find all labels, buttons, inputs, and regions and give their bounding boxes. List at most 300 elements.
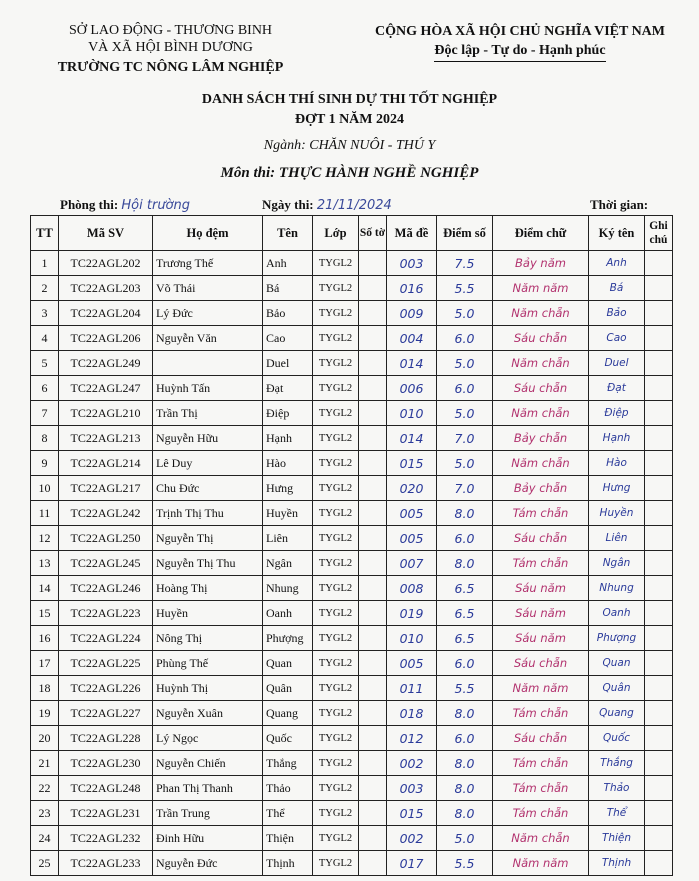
table-row: [31, 351, 673, 376]
notes-cell: [645, 451, 673, 476]
student-id-cell: TC22AGL233: [59, 851, 153, 876]
score-cell: 5.0: [437, 826, 493, 851]
table-row: [31, 726, 673, 751]
score-cell: 6.0: [437, 726, 493, 751]
table-row: [31, 676, 673, 701]
score-words-cell: Tám chẵn: [493, 701, 589, 726]
signature-cell: Anh: [589, 251, 645, 276]
exam-code-cell: 010: [387, 401, 437, 426]
row-number: 25: [31, 851, 59, 876]
school-name: TRƯỜNG TC NÔNG LÂM NGHIỆP: [57, 60, 284, 75]
table-row: [31, 301, 673, 326]
notes-cell: [645, 851, 673, 876]
name-cell: Thắng: [263, 751, 313, 776]
surname-cell: Trịnh Thị Thu: [153, 501, 263, 526]
surname-cell: [153, 351, 263, 376]
class-cell: TYGL2: [313, 701, 359, 726]
surname-cell: Lê Duy: [153, 451, 263, 476]
surname-cell: Trương Thế: [153, 251, 263, 276]
exam-code-cell: 005: [387, 501, 437, 526]
score-cell: 8.0: [437, 751, 493, 776]
score-words-cell: Sáu năm: [493, 601, 589, 626]
table-row: [31, 801, 673, 826]
name-cell: Bảo: [263, 301, 313, 326]
class-cell: TYGL2: [313, 301, 359, 326]
row-number: 12: [31, 526, 59, 551]
name-cell: Nhung: [263, 576, 313, 601]
class-cell: TYGL2: [313, 451, 359, 476]
surname-cell: Hoàng Thị: [153, 576, 263, 601]
score-cell: 6.5: [437, 601, 493, 626]
sheets-cell: [359, 576, 387, 601]
notes-cell: [645, 801, 673, 826]
score-words-cell: Năm năm: [493, 676, 589, 701]
table-header-row: [31, 216, 673, 251]
score-cell: 6.5: [437, 576, 493, 601]
notes-cell: [645, 376, 673, 401]
exam-code-cell: 004: [387, 326, 437, 351]
row-number: 16: [31, 626, 59, 651]
surname-cell: Phùng Thế: [153, 651, 263, 676]
name-cell: Hào: [263, 451, 313, 476]
room-label: Phòng thi:: [60, 197, 119, 212]
document-title: DANH SÁCH THÍ SINH DỰ THI TỐT NGHIỆP: [201, 92, 498, 107]
class-cell: TYGL2: [313, 251, 359, 276]
sheets-cell: [359, 626, 387, 651]
sheets-cell: [359, 826, 387, 851]
time-label: Thời gian:: [590, 197, 649, 212]
exam-code-cell: 007: [387, 551, 437, 576]
notes-cell: [645, 276, 673, 301]
exam-code-cell: 009: [387, 301, 437, 326]
class-cell: TYGL2: [313, 726, 359, 751]
score-cell: 7.0: [437, 476, 493, 501]
student-id-cell: TC22AGL214: [59, 451, 153, 476]
candidate-table: [30, 215, 673, 876]
table-row: [31, 851, 673, 876]
class-cell: TYGL2: [313, 626, 359, 651]
col-header-score: Điểm số: [437, 216, 493, 251]
table-row: [31, 401, 673, 426]
class-cell: TYGL2: [313, 526, 359, 551]
signature-cell: Huyền: [589, 501, 645, 526]
surname-cell: Lý Đức: [153, 301, 263, 326]
student-id-cell: TC22AGL246: [59, 576, 153, 601]
row-number: 23: [31, 801, 59, 826]
table-row: [31, 276, 673, 301]
class-cell: TYGL2: [313, 601, 359, 626]
score-words-cell: Năm năm: [493, 276, 589, 301]
col-header-notes: Ghi chú: [645, 216, 673, 251]
table-row: [31, 376, 673, 401]
sheets-cell: [359, 351, 387, 376]
room-value: Hội trường: [121, 198, 191, 213]
sheets-cell: [359, 401, 387, 426]
score-cell: 5.0: [437, 351, 493, 376]
student-id-cell: TC22AGL224: [59, 626, 153, 651]
name-cell: Quang: [263, 701, 313, 726]
date-label: Ngày thi:: [262, 197, 314, 212]
name-cell: Hạnh: [263, 426, 313, 451]
name-cell: Ngân: [263, 551, 313, 576]
major-line: Ngành: CHĂN NUÔI - THÚ Y: [263, 138, 436, 153]
score-words-cell: Tám chẵn: [493, 551, 589, 576]
student-id-cell: TC22AGL228: [59, 726, 153, 751]
surname-cell: Nguyễn Hữu: [153, 426, 263, 451]
org-line1: SỞ LAO ĐỘNG - THƯƠNG BINH: [68, 23, 273, 38]
name-cell: Quốc: [263, 726, 313, 751]
score-cell: 7.5: [437, 251, 493, 276]
score-words-cell: Tám chẵn: [493, 751, 589, 776]
col-header-tt: TT: [31, 216, 59, 251]
score-cell: 8.0: [437, 801, 493, 826]
student-id-cell: TC22AGL204: [59, 301, 153, 326]
class-cell: TYGL2: [313, 351, 359, 376]
student-id-cell: TC22AGL203: [59, 276, 153, 301]
notes-cell: [645, 626, 673, 651]
signature-cell: Hưng: [589, 476, 645, 501]
room-field: [60, 197, 190, 213]
signature-cell: Thiện: [589, 826, 645, 851]
col-header-signature: Ký tên: [589, 216, 645, 251]
score-words-cell: Sáu năm: [493, 576, 589, 601]
row-number: 5: [31, 351, 59, 376]
notes-cell: [645, 576, 673, 601]
sheets-cell: [359, 251, 387, 276]
score-cell: 8.0: [437, 551, 493, 576]
notes-cell: [645, 351, 673, 376]
surname-cell: Nguyễn Thị: [153, 526, 263, 551]
signature-cell: Thảo: [589, 776, 645, 801]
exam-code-cell: 005: [387, 651, 437, 676]
table-row: [31, 451, 673, 476]
exam-code-cell: 005: [387, 526, 437, 551]
row-number: 24: [31, 826, 59, 851]
score-words-cell: Năm chẵn: [493, 401, 589, 426]
surname-cell: Phan Thị Thanh: [153, 776, 263, 801]
sheets-cell: [359, 851, 387, 876]
exam-code-cell: 016: [387, 276, 437, 301]
table-row: [31, 751, 673, 776]
score-cell: 5.0: [437, 401, 493, 426]
row-number: 15: [31, 601, 59, 626]
signature-cell: Quân: [589, 676, 645, 701]
signature-cell: Quan: [589, 651, 645, 676]
date-field: [262, 197, 392, 213]
col-header-score-words: Điểm chữ: [493, 216, 589, 251]
student-id-cell: TC22AGL202: [59, 251, 153, 276]
row-number: 18: [31, 676, 59, 701]
student-id-cell: TC22AGL227: [59, 701, 153, 726]
score-cell: 8.0: [437, 701, 493, 726]
sheets-cell: [359, 476, 387, 501]
student-id-cell: TC22AGL217: [59, 476, 153, 501]
student-id-cell: TC22AGL250: [59, 526, 153, 551]
name-cell: Thịnh: [263, 851, 313, 876]
col-header-exam-code: Mã đề: [387, 216, 437, 251]
sheets-cell: [359, 801, 387, 826]
sheets-cell: [359, 501, 387, 526]
exam-code-cell: 017: [387, 851, 437, 876]
score-words-cell: Bảy chẵn: [493, 426, 589, 451]
student-id-cell: TC22AGL249: [59, 351, 153, 376]
exam-code-cell: 002: [387, 826, 437, 851]
sheets-cell: [359, 376, 387, 401]
col-header-sheets: Số tờ: [359, 216, 387, 251]
score-cell: 5.0: [437, 301, 493, 326]
row-number: 3: [31, 301, 59, 326]
surname-cell: Nguyễn Xuân: [153, 701, 263, 726]
row-number: 22: [31, 776, 59, 801]
student-id-cell: TC22AGL206: [59, 326, 153, 351]
score-cell: 8.0: [437, 776, 493, 801]
table-row: [31, 501, 673, 526]
sheets-cell: [359, 676, 387, 701]
student-id-cell: TC22AGL210: [59, 401, 153, 426]
sheets-cell: [359, 526, 387, 551]
table-row: [31, 326, 673, 351]
col-header-name: Tên: [263, 216, 313, 251]
name-cell: Bá: [263, 276, 313, 301]
sheets-cell: [359, 326, 387, 351]
signature-cell: Hào: [589, 451, 645, 476]
exam-code-cell: 003: [387, 776, 437, 801]
signature-cell: Thể: [589, 801, 645, 826]
score-cell: 5.0: [437, 451, 493, 476]
name-cell: Huyền: [263, 501, 313, 526]
name-cell: Quân: [263, 676, 313, 701]
table-row: [31, 626, 673, 651]
row-number: 2: [31, 276, 59, 301]
exam-code-cell: 014: [387, 351, 437, 376]
score-words-cell: Tám chẵn: [493, 501, 589, 526]
date-value: 21/11/2024: [316, 198, 392, 213]
score-words-cell: Năm chẵn: [493, 826, 589, 851]
notes-cell: [645, 501, 673, 526]
surname-cell: Huỳnh Tấn: [153, 376, 263, 401]
table-row: [31, 701, 673, 726]
notes-cell: [645, 301, 673, 326]
signature-cell: Thắng: [589, 751, 645, 776]
notes-cell: [645, 251, 673, 276]
sheets-cell: [359, 276, 387, 301]
row-number: 4: [31, 326, 59, 351]
student-id-cell: TC22AGL225: [59, 651, 153, 676]
row-number: 8: [31, 426, 59, 451]
score-cell: 6.0: [437, 326, 493, 351]
exam-code-cell: 010: [387, 626, 437, 651]
sheets-cell: [359, 426, 387, 451]
class-cell: TYGL2: [313, 401, 359, 426]
row-number: 10: [31, 476, 59, 501]
signature-cell: Điệp: [589, 401, 645, 426]
motto: Độc lập - Tự do - Hạnh phúc: [434, 41, 605, 62]
student-id-cell: TC22AGL248: [59, 776, 153, 801]
score-words-cell: Năm chẵn: [493, 351, 589, 376]
name-cell: Anh: [263, 251, 313, 276]
name-cell: Thể: [263, 801, 313, 826]
subject-line: Môn thi: THỰC HÀNH NGHỀ NGHIỆP: [220, 165, 479, 181]
name-cell: Duel: [263, 351, 313, 376]
surname-cell: Trần Thị: [153, 401, 263, 426]
class-cell: TYGL2: [313, 776, 359, 801]
notes-cell: [645, 326, 673, 351]
exam-code-cell: 015: [387, 801, 437, 826]
name-cell: Thảo: [263, 776, 313, 801]
surname-cell: Huỳnh Thị: [153, 676, 263, 701]
sheets-cell: [359, 551, 387, 576]
national-header: [360, 22, 680, 62]
name-cell: Cao: [263, 326, 313, 351]
class-cell: TYGL2: [313, 851, 359, 876]
surname-cell: Trần Trung: [153, 801, 263, 826]
score-words-cell: Bảy năm: [493, 251, 589, 276]
score-cell: 6.0: [437, 376, 493, 401]
notes-cell: [645, 651, 673, 676]
score-words-cell: Năm chẵn: [493, 451, 589, 476]
table-row: [31, 651, 673, 676]
row-number: 14: [31, 576, 59, 601]
name-cell: Oanh: [263, 601, 313, 626]
row-number: 6: [31, 376, 59, 401]
sheets-cell: [359, 776, 387, 801]
signature-cell: Bá: [589, 276, 645, 301]
score-words-cell: Tám chẵn: [493, 801, 589, 826]
signature-cell: Đạt: [589, 376, 645, 401]
class-cell: TYGL2: [313, 476, 359, 501]
sheets-cell: [359, 751, 387, 776]
class-cell: TYGL2: [313, 426, 359, 451]
name-cell: Phượng: [263, 626, 313, 651]
notes-cell: [645, 526, 673, 551]
class-cell: TYGL2: [313, 676, 359, 701]
student-id-cell: TC22AGL245: [59, 551, 153, 576]
sheets-cell: [359, 301, 387, 326]
exam-code-cell: 018: [387, 701, 437, 726]
sheets-cell: [359, 651, 387, 676]
row-number: 20: [31, 726, 59, 751]
exam-code-cell: 011: [387, 676, 437, 701]
score-words-cell: Tám chẵn: [493, 776, 589, 801]
signature-cell: Quốc: [589, 726, 645, 751]
student-id-cell: TC22AGL226: [59, 676, 153, 701]
score-words-cell: Năm năm: [493, 851, 589, 876]
class-cell: TYGL2: [313, 801, 359, 826]
student-id-cell: TC22AGL247: [59, 376, 153, 401]
score-cell: 6.0: [437, 526, 493, 551]
signature-cell: Hạnh: [589, 426, 645, 451]
table-row: [31, 476, 673, 501]
name-cell: Điệp: [263, 401, 313, 426]
surname-cell: Nguyễn Chiến: [153, 751, 263, 776]
class-cell: TYGL2: [313, 501, 359, 526]
table-row: [31, 426, 673, 451]
row-number: 9: [31, 451, 59, 476]
score-cell: 5.5: [437, 276, 493, 301]
notes-cell: [645, 401, 673, 426]
notes-cell: [645, 551, 673, 576]
notes-cell: [645, 826, 673, 851]
signature-cell: Thịnh: [589, 851, 645, 876]
col-header-class: Lớp: [313, 216, 359, 251]
score-words-cell: Bảy chẵn: [493, 476, 589, 501]
sheets-cell: [359, 726, 387, 751]
exam-code-cell: 020: [387, 476, 437, 501]
notes-cell: [645, 676, 673, 701]
name-cell: Quan: [263, 651, 313, 676]
student-id-cell: TC22AGL231: [59, 801, 153, 826]
class-cell: TYGL2: [313, 326, 359, 351]
exam-code-cell: 015: [387, 451, 437, 476]
exam-code-cell: 003: [387, 251, 437, 276]
name-cell: Hưng: [263, 476, 313, 501]
org-line2: VÀ XÃ HỘI BÌNH DƯƠNG: [88, 40, 253, 55]
exam-code-cell: 012: [387, 726, 437, 751]
notes-cell: [645, 701, 673, 726]
notes-cell: [645, 601, 673, 626]
notes-cell: [645, 476, 673, 501]
col-header-student-id: Mã SV: [59, 216, 153, 251]
row-number: 11: [31, 501, 59, 526]
score-words-cell: Sáu chẵn: [493, 526, 589, 551]
signature-cell: Cao: [589, 326, 645, 351]
sheets-cell: [359, 601, 387, 626]
notes-cell: [645, 776, 673, 801]
surname-cell: Lý Ngọc: [153, 726, 263, 751]
notes-cell: [645, 751, 673, 776]
surname-cell: Nông Thị: [153, 626, 263, 651]
surname-cell: Huyền: [153, 601, 263, 626]
score-words-cell: Sáu chẵn: [493, 326, 589, 351]
issuer-header: [28, 22, 313, 76]
class-cell: TYGL2: [313, 376, 359, 401]
exam-code-cell: 014: [387, 426, 437, 451]
notes-cell: [645, 426, 673, 451]
document-subtitle: ĐỢT 1 NĂM 2024: [294, 112, 405, 127]
class-cell: TYGL2: [313, 551, 359, 576]
row-number: 7: [31, 401, 59, 426]
signature-cell: Bảo: [589, 301, 645, 326]
class-cell: TYGL2: [313, 576, 359, 601]
score-words-cell: Sáu chẵn: [493, 726, 589, 751]
student-id-cell: TC22AGL232: [59, 826, 153, 851]
col-header-surname: Họ đệm: [153, 216, 263, 251]
exam-code-cell: 008: [387, 576, 437, 601]
table-row: [31, 601, 673, 626]
score-cell: 6.0: [437, 651, 493, 676]
exam-code-cell: 019: [387, 601, 437, 626]
country-name: CỘNG HÒA XÃ HỘI CHỦ NGHĨA VIỆT NAM: [374, 24, 665, 39]
signature-cell: Nhung: [589, 576, 645, 601]
name-cell: Thiện: [263, 826, 313, 851]
surname-cell: Võ Thái: [153, 276, 263, 301]
surname-cell: Nguyễn Thị Thu: [153, 551, 263, 576]
surname-cell: Nguyễn Đức: [153, 851, 263, 876]
signature-cell: Quang: [589, 701, 645, 726]
class-cell: TYGL2: [313, 276, 359, 301]
exam-code-cell: 002: [387, 751, 437, 776]
class-cell: TYGL2: [313, 751, 359, 776]
class-cell: TYGL2: [313, 651, 359, 676]
exam-code-cell: 006: [387, 376, 437, 401]
row-number: 19: [31, 701, 59, 726]
surname-cell: Đinh Hữu: [153, 826, 263, 851]
table-row: [31, 826, 673, 851]
signature-cell: Phượng: [589, 626, 645, 651]
score-words-cell: Sáu năm: [493, 626, 589, 651]
table-row: [31, 551, 673, 576]
sheets-cell: [359, 701, 387, 726]
